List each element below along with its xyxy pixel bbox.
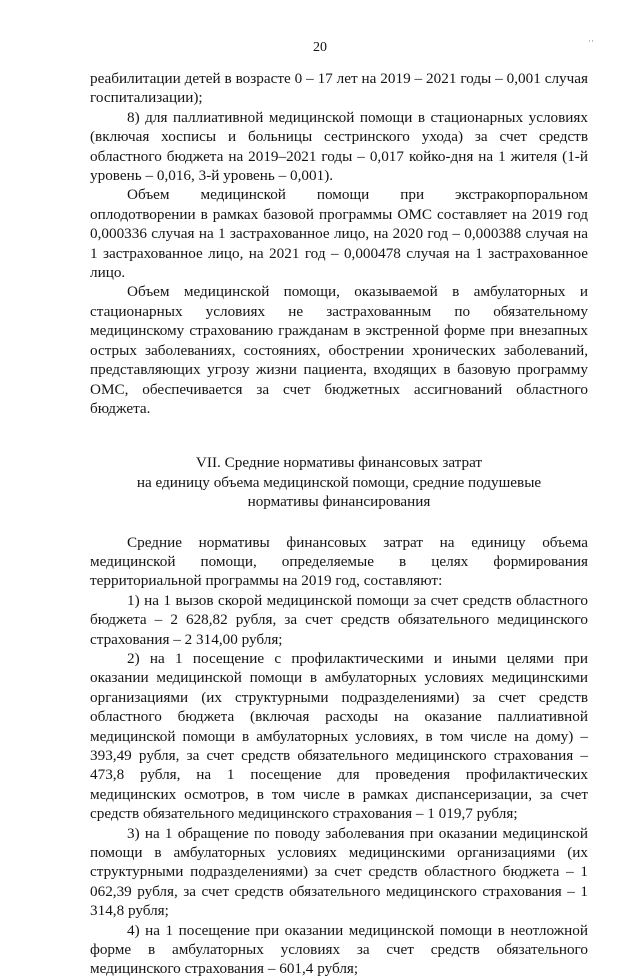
scan-mark: ·· (588, 36, 594, 46)
spacer (90, 418, 588, 453)
paragraph-item-1: 1) на 1 вызов скорой медицинской помощи за счет средств областного бюджета – 2 628,82 рубля, за счет средств обязательного медицинского страхования – 2 314,00 рубля; (90, 591, 588, 648)
page-number: 20 (313, 40, 327, 55)
section-heading-line: на единицу объема медицинской помощи, средние подушевые (136, 473, 542, 491)
paragraph-uninsured-care: Объем медицинской помощи, оказываемой в амбулаторных и стационарных условиях не застрахованным по обязательному медицинскому страхованию гражданам в экстренной форме при внезапных острых заболеваниях, состояниях, обострении хронических заболеваний, представляющих угрозу жизни пациента, входящих в базовую программу ОМС, обеспечивается за счет бюджетных ассигнований областного бюджета. (90, 283, 588, 417)
paragraph-item-4: 4) на 1 посещение при оказании медицинской помощи в неотложной форме в амбулаторных условиях за счет средств обязательного медицинского страхования – 601,4 рубля; (90, 921, 588, 978)
paragraph-intro: Средние нормативы финансовых затрат на единицу объема медицинской помощи, определяемые в целях формирования территориальной программы на 2019 год, составляют: (90, 533, 588, 590)
paragraph-continuation: реабилитации детей в возрасте 0 – 17 лет на 2019 – 2021 годы – 0,001 случая госпитализации); (90, 70, 588, 107)
section-heading-line: VII. Средние нормативы финансовых затрат (195, 454, 483, 472)
paragraph-item-8: 8) для паллиативной медицинской помощи в стационарных условиях (включая хосписы и больницы сестринского ухода) за счет средств областного бюджета на 2019–2021 годы – 0,017 койко-дня на 1 жителя (1-й уровень – 0,016, 3-й уровень – 0,001). (90, 108, 588, 185)
document-body (90, 69, 588, 979)
paragraph-eco-volume: Объем медицинской помощи при экстракорпоральном оплодотворении в рамках базовой программы ОМС составляет на 2019 год 0,000336 случая на 1 застрахованное лицо, на 2020 год – 0,000388 случая на 1 застрахованное лицо, на 2021 год – 0,000478 случая на 1 застрахованное лицо. (90, 186, 588, 282)
section-heading (90, 453, 588, 511)
section-heading-line: нормативы финансирования (247, 493, 431, 511)
paragraph-item-2: 2) на 1 посещение с профилактическими и иными целями при оказании медицинской помощи в амбулаторных условиях медицинскими организациями (их структурными подразделениями) за счет средств областного бюджета (включая расходы на оказание паллиативной медицинской помощи в амбулаторных условиях, в том числе на дому) – 393,49 рубля, за счет средств обязательного медицинского страхования – 473,8 рубля, на 1 посещение для проведения профилактических медицинских осмотров, в том числе в рамках диспансеризации, за счет средств обязательного медицинского страхования – 1 019,7 рубля; (90, 649, 588, 823)
spacer (90, 512, 588, 533)
paragraph-item-3: 3) на 1 обращение по поводу заболевания при оказании медицинской помощи в амбулаторных условиях медицинскими организациями (их структурными подразделениями) за счет средств областного бюджета – 1 062,39 рубля, за счет средств обязательного медицинского страхования – 1 314,8 рубля; (90, 824, 588, 920)
